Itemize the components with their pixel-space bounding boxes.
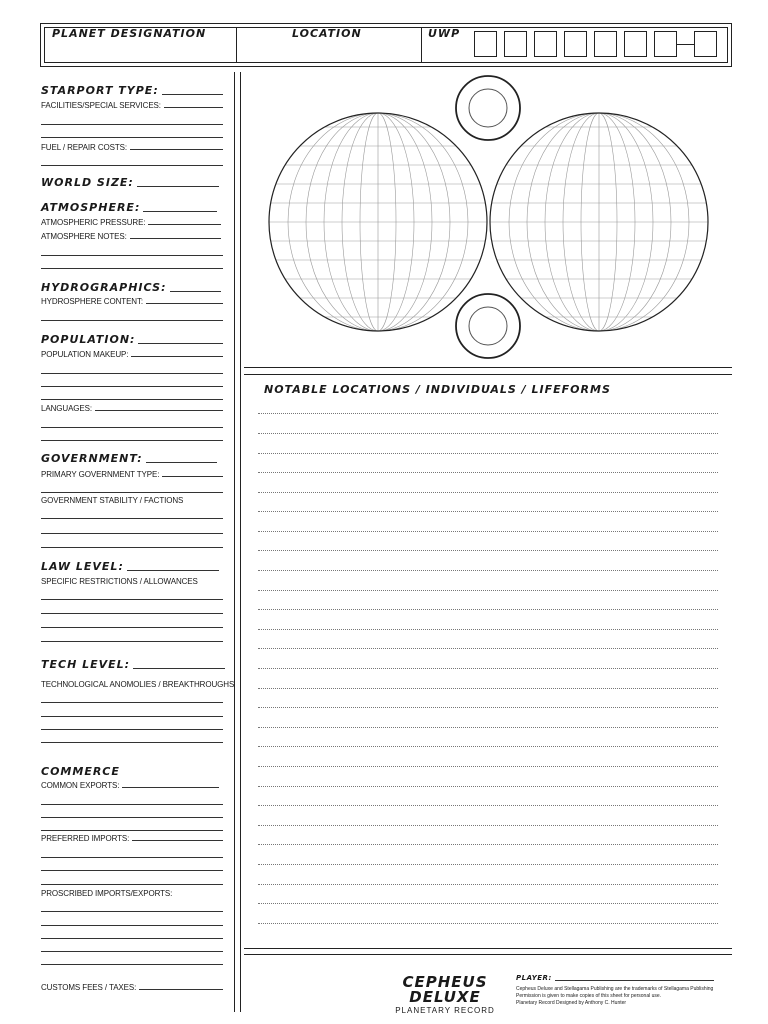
notable-bottom-rule-a: [244, 948, 732, 949]
logo-line-2: DELUXE: [409, 988, 481, 1006]
hydrosphere-line-2[interactable]: [41, 320, 223, 321]
notable-line-10[interactable]: [258, 590, 718, 591]
right-hemisphere: [490, 113, 708, 331]
facilities-label: FACILITIES/SPECIAL SERVICES:: [41, 101, 161, 110]
tech-level-row[interactable]: [41, 658, 225, 671]
primary-government-label: PRIMARY GOVERNMENT TYPE:: [41, 470, 160, 479]
fuel-row[interactable]: [41, 143, 223, 152]
tech-level-title: TECH LEVEL:: [41, 658, 131, 671]
notable-line-4[interactable]: [258, 472, 718, 473]
notable-line-18[interactable]: [258, 746, 718, 747]
world-size-title: WORLD SIZE:: [41, 176, 134, 189]
legal-line-2: Permission is given to make copies of this sheet for personal use.: [516, 993, 662, 999]
facilities-line-2[interactable]: [41, 124, 223, 125]
languages-row[interactable]: [41, 404, 223, 413]
logo-line-1: CEPHEUS: [402, 973, 488, 991]
government-title: GOVERNMENT:: [41, 452, 143, 465]
imports-line-2[interactable]: [41, 857, 223, 858]
left-hemisphere: [269, 113, 487, 331]
restrictions-label: SPECIFIC RESTRICTIONS / ALLOWANCES: [41, 577, 198, 586]
starport-title: STARPORT TYPE:: [41, 84, 159, 97]
government-stability-label: GOVERNMENT STABILITY / FACTIONS: [41, 496, 184, 505]
notable-line-8[interactable]: [258, 550, 718, 551]
imports-label: PREFERRED IMPORTS:: [41, 834, 130, 843]
hydrosphere-label: HYDROSPHERE CONTENT:: [41, 297, 144, 306]
atmosphere-line-4[interactable]: [41, 268, 223, 269]
law-line-1[interactable]: [41, 599, 223, 600]
anomalies-label: TECHNOLOGICAL ANOMOLIES / BREAKTHROUGHS: [41, 680, 235, 689]
customs-row[interactable]: [41, 983, 223, 992]
uwp-box-4[interactable]: [564, 31, 587, 57]
notable-line-21[interactable]: [258, 805, 718, 806]
notable-line-12[interactable]: [258, 629, 718, 630]
population-line-4[interactable]: [41, 399, 223, 400]
law-line-4[interactable]: [41, 641, 223, 642]
atmosphere-notes-row[interactable]: [41, 232, 221, 241]
column-divider-b: [240, 72, 241, 1012]
hydrographics-row[interactable]: [41, 281, 221, 294]
notable-line-25[interactable]: [258, 884, 718, 885]
notable-line-17[interactable]: [258, 727, 718, 728]
exports-line-4[interactable]: [41, 830, 223, 831]
notable-line-23[interactable]: [258, 844, 718, 845]
proscribed-line-2[interactable]: [41, 925, 223, 926]
notable-top-rule-a: [244, 367, 732, 368]
pressure-label: ATMOSPHERIC PRESSURE:: [41, 218, 146, 227]
law-level-title: LAW LEVEL:: [41, 560, 124, 573]
notable-line-13[interactable]: [258, 648, 718, 649]
notable-bottom-rule-b: [244, 954, 732, 955]
header-divider-2: [421, 27, 422, 63]
world-size-row[interactable]: [41, 176, 219, 189]
atmosphere-title: ATMOSPHERE:: [41, 201, 141, 214]
uwp-box-8[interactable]: [694, 31, 717, 57]
proscribed-line-4[interactable]: [41, 951, 223, 952]
notable-line-22[interactable]: [258, 825, 718, 826]
north-pole-view: [456, 76, 520, 140]
tech-line-4[interactable]: [41, 742, 223, 743]
notable-line-5[interactable]: [258, 492, 718, 493]
languages-line-3[interactable]: [41, 440, 223, 441]
customs-label: CUSTOMS FEES / TAXES:: [41, 983, 137, 992]
languages-label: LANGUAGES:: [41, 404, 93, 413]
stability-line-3[interactable]: [41, 547, 223, 548]
fuel-label: FUEL / REPAIR COSTS:: [41, 143, 128, 152]
facilities-row[interactable]: [41, 101, 223, 110]
population-line-3[interactable]: [41, 386, 223, 387]
uwp-box-3[interactable]: [534, 31, 557, 57]
uwp-label: UWP: [428, 27, 461, 40]
proscribed-label: PROSCRIBED IMPORTS/EXPORTS:: [41, 889, 173, 898]
pressure-row[interactable]: [41, 218, 221, 227]
atmosphere-notes-label: ATMOSPHERE NOTES:: [41, 232, 127, 241]
imports-row[interactable]: [41, 834, 223, 843]
header-divider-1: [236, 27, 237, 63]
notable-line-9[interactable]: [258, 570, 718, 571]
notable-line-7[interactable]: [258, 531, 718, 532]
exports-line-3[interactable]: [41, 817, 223, 818]
notable-line-3[interactable]: [258, 453, 718, 454]
stability-line-2[interactable]: [41, 533, 223, 534]
exports-label: COMMON EXPORTS:: [41, 781, 120, 790]
law-level-row[interactable]: [41, 560, 219, 573]
uwp-box-6[interactable]: [624, 31, 647, 57]
planet-designation-label: PLANET DESIGNATION: [52, 27, 207, 40]
stability-line-1[interactable]: [41, 518, 223, 519]
notable-line-24[interactable]: [258, 864, 718, 865]
player-row[interactable]: [516, 974, 714, 982]
commerce-title: COMMERCE: [41, 765, 120, 778]
cepheus-logo: [392, 975, 498, 1015]
government-row[interactable]: [41, 452, 217, 465]
south-pole-view: [456, 294, 520, 358]
uwp-box-1[interactable]: [474, 31, 497, 57]
notable-line-26[interactable]: [258, 903, 718, 904]
law-line-3[interactable]: [41, 627, 223, 628]
notable-title: NOTABLE LOCATIONS / INDIVIDUALS / LIFEFORMS: [264, 383, 611, 396]
imports-line-4[interactable]: [41, 884, 223, 885]
uwp-dash: [677, 44, 694, 45]
notable-line-16[interactable]: [258, 707, 718, 708]
notable-line-15[interactable]: [258, 688, 718, 689]
population-makeup-row[interactable]: [41, 350, 223, 359]
notable-line-20[interactable]: [258, 786, 718, 787]
uwp-box-5[interactable]: [594, 31, 617, 57]
hydrographics-title: HYDROGRAPHICS:: [41, 281, 167, 294]
location-label: LOCATION: [292, 27, 362, 40]
notable-line-11[interactable]: [258, 609, 718, 610]
planet-map: [244, 74, 732, 366]
starport-row[interactable]: [41, 84, 223, 97]
logo-subtitle: PLANETARY RECORD: [395, 1006, 495, 1015]
hydrosphere-row[interactable]: [41, 297, 223, 306]
atmosphere-row[interactable]: [41, 201, 217, 214]
population-row[interactable]: [41, 333, 223, 346]
exports-line-2[interactable]: [41, 804, 223, 805]
player-label: PLAYER:: [516, 974, 552, 982]
primary-government-row[interactable]: [41, 470, 223, 479]
facilities-line-3[interactable]: [41, 137, 223, 138]
tech-line-1[interactable]: [41, 702, 223, 703]
notable-line-2[interactable]: [258, 433, 718, 434]
uwp-box-7[interactable]: [654, 31, 677, 57]
government-line-2[interactable]: [41, 492, 223, 493]
notable-top-rule-b: [244, 374, 732, 375]
population-makeup-label: POPULATION MAKEUP:: [41, 350, 129, 359]
law-line-2[interactable]: [41, 613, 223, 614]
tech-line-3[interactable]: [41, 729, 223, 730]
imports-line-3[interactable]: [41, 870, 223, 871]
notable-line-27[interactable]: [258, 923, 718, 924]
notable-line-6[interactable]: [258, 511, 718, 512]
exports-row[interactable]: [41, 781, 219, 790]
population-title: POPULATION:: [41, 333, 136, 346]
uwp-box-2[interactable]: [504, 31, 527, 57]
proscribed-line-1[interactable]: [41, 911, 223, 912]
notable-line-14[interactable]: [258, 668, 718, 669]
tech-line-2[interactable]: [41, 716, 223, 717]
atmosphere-line-3[interactable]: [41, 255, 223, 256]
column-divider-a: [234, 72, 235, 1012]
notable-line-1[interactable]: [258, 413, 718, 414]
legal-line-1: Cepheus Deluxe and Stellagama Publishing are the trademarks of Stellagama Publishing: [516, 986, 714, 992]
languages-line-2[interactable]: [41, 427, 223, 428]
legal-line-3: Planetary Record Designed by Anthony C. Hunter: [516, 1000, 627, 1006]
notable-line-19[interactable]: [258, 766, 718, 767]
population-line-2[interactable]: [41, 373, 223, 374]
proscribed-line-5[interactable]: [41, 964, 223, 965]
proscribed-line-3[interactable]: [41, 938, 223, 939]
fuel-line-2[interactable]: [41, 165, 223, 166]
